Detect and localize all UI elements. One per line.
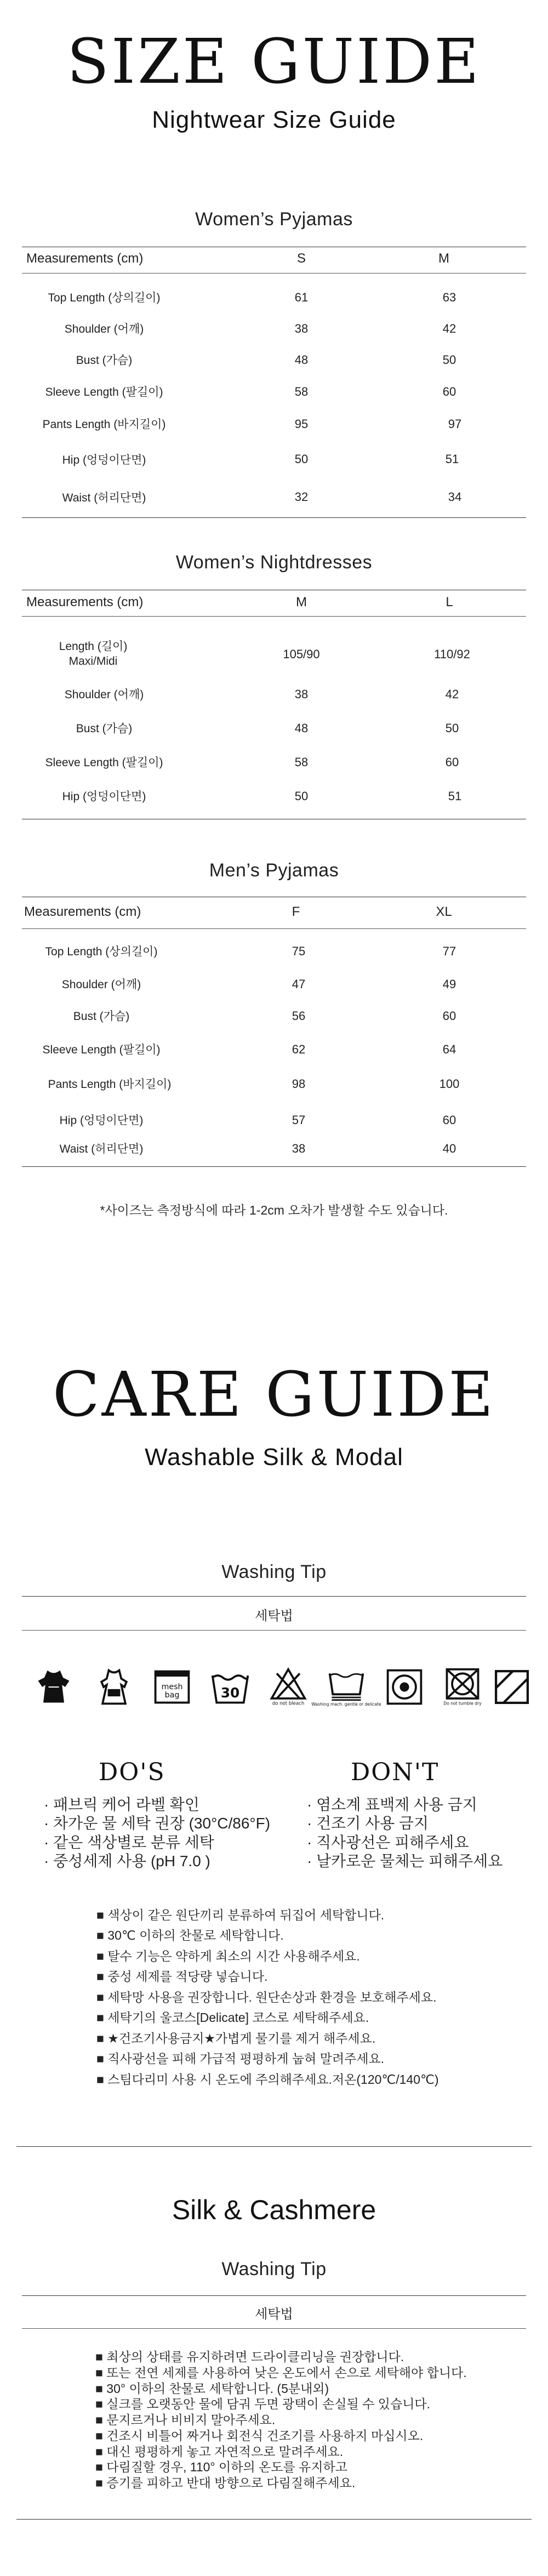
row-label: Hip (엉덩이단면) bbox=[62, 454, 146, 466]
row-value: 50 bbox=[294, 789, 309, 803]
donts-title: DON'T bbox=[351, 1758, 439, 1786]
washing-machine-delicate-icon bbox=[311, 1666, 381, 1708]
dress-icon bbox=[93, 1666, 135, 1708]
row-value: 77 bbox=[442, 944, 456, 958]
wash-temp-label: 30 bbox=[220, 1685, 240, 1701]
row-value: 40 bbox=[442, 1142, 456, 1155]
table-header-rule bbox=[22, 928, 526, 929]
dos-item: · 중성세제 사용 (pH 7.0 ) bbox=[44, 1853, 210, 1870]
washing-tip-title: Washing Tip bbox=[221, 1561, 327, 1582]
size-guide-title: SIZE GUIDE bbox=[67, 26, 481, 98]
washing-tip-ko: 세탁법 bbox=[255, 1609, 293, 1623]
care-guide-subtitle: Washable Silk & Modal bbox=[145, 1444, 403, 1471]
row-value: 110/92 bbox=[434, 647, 470, 661]
mesh-bag-icon bbox=[151, 1666, 193, 1708]
row-label: Pants Length (바지길이) bbox=[42, 418, 166, 431]
section-rule bbox=[16, 2519, 532, 2520]
wash-30-icon bbox=[209, 1666, 251, 1708]
section-rule bbox=[22, 2295, 526, 2296]
row-label: Bust (가슴) bbox=[73, 1010, 130, 1023]
table-header-size-2: L bbox=[446, 595, 453, 609]
row-value: 51 bbox=[445, 452, 459, 466]
instruction-item: ■ 세탁기의 울코스[Delicate] 코스로 세탁해주세요. bbox=[96, 2010, 369, 2025]
row-value: 61 bbox=[294, 290, 309, 304]
line-dry-shade-icon bbox=[493, 1668, 530, 1706]
table-header-size-2: M bbox=[438, 251, 449, 266]
row-label: Sleeve Length (팔길이) bbox=[42, 1044, 161, 1056]
care-instructions bbox=[96, 1905, 439, 2090]
silk-cashmere-title: Silk & Cashmere bbox=[172, 2195, 376, 2225]
dos-item: · 같은 색상별로 분류 세탁 bbox=[44, 1833, 214, 1851]
row-value: 60 bbox=[445, 755, 459, 769]
row-label: Sleeve Length (팔길이) bbox=[45, 386, 163, 398]
table-header-size-2: XL bbox=[436, 904, 452, 919]
row-value: 38 bbox=[292, 1142, 306, 1155]
row-label: Hip (엉덩이단면) bbox=[62, 790, 146, 803]
row-value: 95 bbox=[294, 417, 309, 431]
table-bottom-rule bbox=[22, 1166, 526, 1167]
row-value: 38 bbox=[294, 687, 309, 701]
row-value: 60 bbox=[442, 385, 456, 398]
donts-list bbox=[307, 1796, 503, 1871]
do-not-tumble-dry-label: Do not tumble dry bbox=[443, 1701, 482, 1706]
row-label: Bust (가슴) bbox=[76, 722, 133, 735]
instruction-item: ■ 세탁망 사용을 권장합니다. 원단손상과 환경을 보호해주세요. bbox=[96, 1990, 437, 2004]
instruction-item: ■ 최상의 상태를 유지하려면 드라이클리닝을 권장합니다. bbox=[95, 2350, 404, 2364]
table-bottom-rule bbox=[22, 517, 526, 518]
row-value: 42 bbox=[445, 687, 459, 701]
row-value: 58 bbox=[294, 755, 309, 769]
size-guide-subtitle: Nightwear Size Guide bbox=[152, 106, 396, 133]
silk-instructions bbox=[95, 2349, 467, 2491]
row-label: Length (길이) Maxi/Midi bbox=[59, 640, 128, 668]
row-value: 60 bbox=[442, 1009, 456, 1023]
do-not-bleach-label: do not bleach bbox=[272, 1701, 305, 1707]
instruction-item: ■ 30℃ 이하의 찬물로 세탁합니다. bbox=[96, 1928, 284, 1943]
row-value: 57 bbox=[292, 1113, 306, 1127]
table-header-measurements: Measurements (cm) bbox=[26, 251, 144, 266]
instruction-item: ■ 대신 평평하게 놓고 자연적으로 말려주세요. bbox=[95, 2444, 344, 2459]
instruction-item: ■ 건조시 비틀어 짜거나 회전식 건조기를 사용하지 마십시오. bbox=[95, 2428, 424, 2443]
row-value: 75 bbox=[292, 944, 306, 958]
dos-item: · 패브릭 케어 라벨 확인 bbox=[44, 1796, 199, 1813]
instruction-item: ■ 또는 전연 세제를 사용하여 낮은 온도에서 손으로 세탁해야 합니다. bbox=[95, 2365, 467, 2380]
instruction-item: ■ 다림질할 경우, 110° 이하의 온도를 유지하고 bbox=[95, 2460, 347, 2475]
donts-item: · 직사광선은 피해주세요 bbox=[307, 1833, 469, 1851]
table-title-womens-nightdresses: Women’s Nightdresses bbox=[175, 552, 373, 573]
row-value: 64 bbox=[442, 1042, 456, 1056]
table-title-mens-pyjamas: Men’s Pyjamas bbox=[209, 860, 339, 881]
table-title-womens-pyjamas: Women’s Pyjamas bbox=[195, 209, 353, 230]
row-value: 60 bbox=[442, 1113, 456, 1127]
dos-title: DO'S bbox=[99, 1758, 165, 1786]
section-rule bbox=[22, 2328, 526, 2329]
instruction-item: ■ 문지르거나 비비지 말아주세요. bbox=[95, 2413, 276, 2427]
row-label: Top Length (상의길이) bbox=[45, 945, 158, 958]
do-not-tumble-dry-x-icon bbox=[442, 1666, 483, 1708]
donts-item: · 염소계 표백제 사용 금지 bbox=[307, 1796, 477, 1813]
row-value: 48 bbox=[294, 353, 309, 367]
mesh-bag-label-2: bag bbox=[164, 1691, 180, 1700]
row-value: 56 bbox=[292, 1009, 306, 1023]
row-label: Waist (허리단면) bbox=[59, 1143, 144, 1155]
table-header-size-1: F bbox=[292, 904, 300, 919]
row-label: Sleeve Length (팔길이) bbox=[45, 756, 163, 769]
row-label: Hip (엉덩이단면) bbox=[59, 1114, 144, 1127]
donts-item: · 날카로운 물체는 피해주세요 bbox=[307, 1853, 503, 1870]
size-note: *사이즈는 측정방식에 따라 1-2cm 오차가 발생할 수도 있습니다. bbox=[100, 1203, 448, 1217]
washing-machine-label: Washing mach. gentle or delicate bbox=[311, 1702, 381, 1707]
silk-washing-tip-title: Washing Tip bbox=[221, 2259, 327, 2279]
table-header-rule bbox=[22, 616, 526, 617]
instruction-item: ■ 색상이 같은 원단끼리 분류하여 뒤집어 세탁합니다. bbox=[96, 1908, 385, 1922]
row-value: 98 bbox=[292, 1077, 306, 1091]
instruction-item: ■ 30° 이하의 찬물로 세탁합니다. (5분내외) bbox=[95, 2381, 329, 2396]
section-rule bbox=[16, 2146, 532, 2147]
row-label: Shoulder (어깨) bbox=[64, 688, 144, 701]
instruction-item: ■ 스팀다리미 사용 시 온도에 주의해주세요.저온(120℃/140℃) bbox=[96, 2072, 439, 2087]
table-header-size-1: M bbox=[296, 595, 307, 609]
row-value: 49 bbox=[442, 977, 456, 991]
row-value: 97 bbox=[448, 417, 462, 431]
table-header-measurements: Measurements (cm) bbox=[24, 904, 141, 919]
table-header-size-1: S bbox=[296, 251, 306, 266]
section-rule bbox=[22, 1630, 526, 1631]
instruction-item: ■ 중성 세제를 적당량 넣습니다. bbox=[96, 1969, 268, 1984]
row-value: 50 bbox=[445, 721, 459, 735]
row-value: 105/90 bbox=[283, 647, 320, 661]
dos-list bbox=[44, 1796, 270, 1871]
row-value: 100 bbox=[439, 1077, 460, 1091]
row-value: 42 bbox=[442, 322, 456, 335]
row-value: 51 bbox=[448, 789, 462, 803]
row-value: 32 bbox=[294, 490, 309, 504]
row-value: 62 bbox=[292, 1042, 306, 1056]
silk-washing-tip-ko: 세탁법 bbox=[255, 2307, 293, 2322]
row-label: Pants Length (바지길이) bbox=[48, 1078, 172, 1091]
row-label: Shoulder (어깨) bbox=[64, 323, 144, 335]
dos-item: · 차가운 물 세탁 권장 (30°C/86°F) bbox=[44, 1815, 271, 1832]
row-value: 50 bbox=[442, 353, 456, 367]
instruction-item: ■ ★건조기사용금지★가볍게 물기를 제거 해주세요. bbox=[96, 2031, 376, 2045]
row-value: 47 bbox=[292, 977, 306, 991]
do-not-tumble-dry-icon bbox=[384, 1666, 425, 1708]
instruction-item: ■ 탈수 기능은 약하게 최소의 시간 사용해주세요. bbox=[96, 1948, 360, 1963]
table-header-measurements: Measurements (cm) bbox=[26, 595, 144, 609]
row-label: Top Length (상의길이) bbox=[48, 292, 161, 304]
instruction-item: ■ 직사광선을 피해 가급적 평평하게 눕혀 말려주세요. bbox=[96, 2051, 385, 2066]
dress-dry-icon bbox=[33, 1666, 75, 1708]
row-value: 63 bbox=[442, 290, 456, 304]
row-label: Bust (가슴) bbox=[76, 354, 133, 367]
row-label: Waist (허리단면) bbox=[62, 492, 146, 504]
donts-item: · 건조기 사용 금지 bbox=[307, 1815, 429, 1832]
row-value: 48 bbox=[294, 721, 309, 735]
row-label: Shoulder (어깨) bbox=[61, 978, 141, 991]
instruction-item: ■ 증기를 피하고 반대 방향으로 다림질해주세요. bbox=[95, 2476, 356, 2490]
section-rule bbox=[22, 1596, 526, 1597]
care-guide-title: CARE GUIDE bbox=[53, 1359, 495, 1431]
do-not-bleach-icon bbox=[267, 1666, 309, 1708]
mesh-bag-label-1: mesh bbox=[161, 1682, 183, 1691]
row-value: 38 bbox=[294, 322, 309, 335]
row-value: 50 bbox=[294, 452, 309, 466]
instruction-item: ■ 실크를 오랫동안 물에 담궈 두면 광택이 손실될 수 있습니다. bbox=[95, 2397, 431, 2412]
row-value: 34 bbox=[448, 490, 462, 504]
row-value: 58 bbox=[294, 385, 309, 398]
